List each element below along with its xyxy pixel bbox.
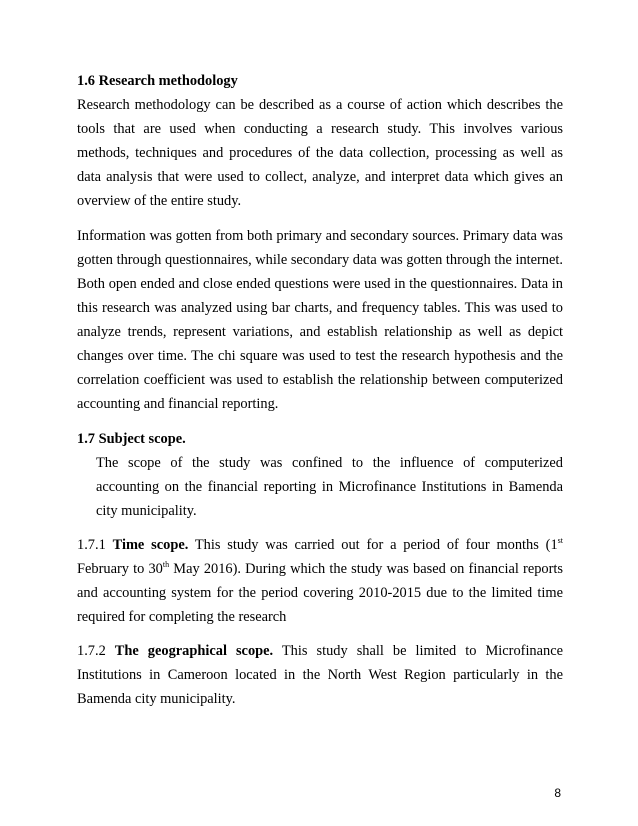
time-scope-label: Time scope. xyxy=(112,537,189,553)
heading-research-methodology: 1.6 Research methodology xyxy=(77,73,238,89)
paragraph-research-methodology-definition: Research methodology can be described as a course of action which describes the tools that are used when conducting a research study. This involves various methods, techniques and procedures of the data collection, processing as well as data analysis that were used to collect, analyze, and interpret data which gives an overview of the entire study. xyxy=(77,97,563,209)
page-body xyxy=(77,73,563,711)
geo-scope-label: The geographical scope. xyxy=(114,643,274,659)
time-scope-text-a: This study was carried out for a period of four months (1 xyxy=(188,537,558,553)
geo-scope-number: 1.7.2 xyxy=(77,643,106,659)
heading-subject-scope: 1.7 Subject scope. xyxy=(77,431,186,447)
time-scope-number: 1.7.1 xyxy=(77,537,106,553)
paragraph-geographical-scope xyxy=(77,639,563,711)
time-scope-text-b: February to 30 xyxy=(77,561,163,577)
geo-scope-text: This study shall be limited to Microfinance Institutions in Cameroon located in the North West Region particularly in the Bamenda city municipality. xyxy=(77,643,563,707)
paragraph-subject-scope: The scope of the study was confined to the influence of computerized accounting on the financial reporting in Microfinance Institutions in Bamenda city municipality. xyxy=(96,455,563,519)
page-number: 8 xyxy=(554,786,561,800)
paragraph-time-scope xyxy=(77,533,563,629)
time-scope-text-c: May 2016). During which the study was based on financial reports and accounting system for the period covering 2010-2015 due to the limited time required for completing the research xyxy=(77,561,563,625)
time-scope-sup-st: st xyxy=(557,536,563,545)
paragraph-information-sources: Information was gotten from both primary and secondary sources. Primary data was gotten through questionnaires, while secondary data was gotten through the internet. Both open ended and close ended questions were used in the questionnaires. Data in this research was analyzed using bar charts, and frequency tables. This was used to analyze trends, represent variations, and establish relationship as well as depict changes over time. The chi square was used to test the research hypothesis and the correlation coefficient was used to establish the relationship between computerized accounting and financial reporting. xyxy=(77,228,563,412)
time-scope-sup-th: th xyxy=(162,560,170,569)
